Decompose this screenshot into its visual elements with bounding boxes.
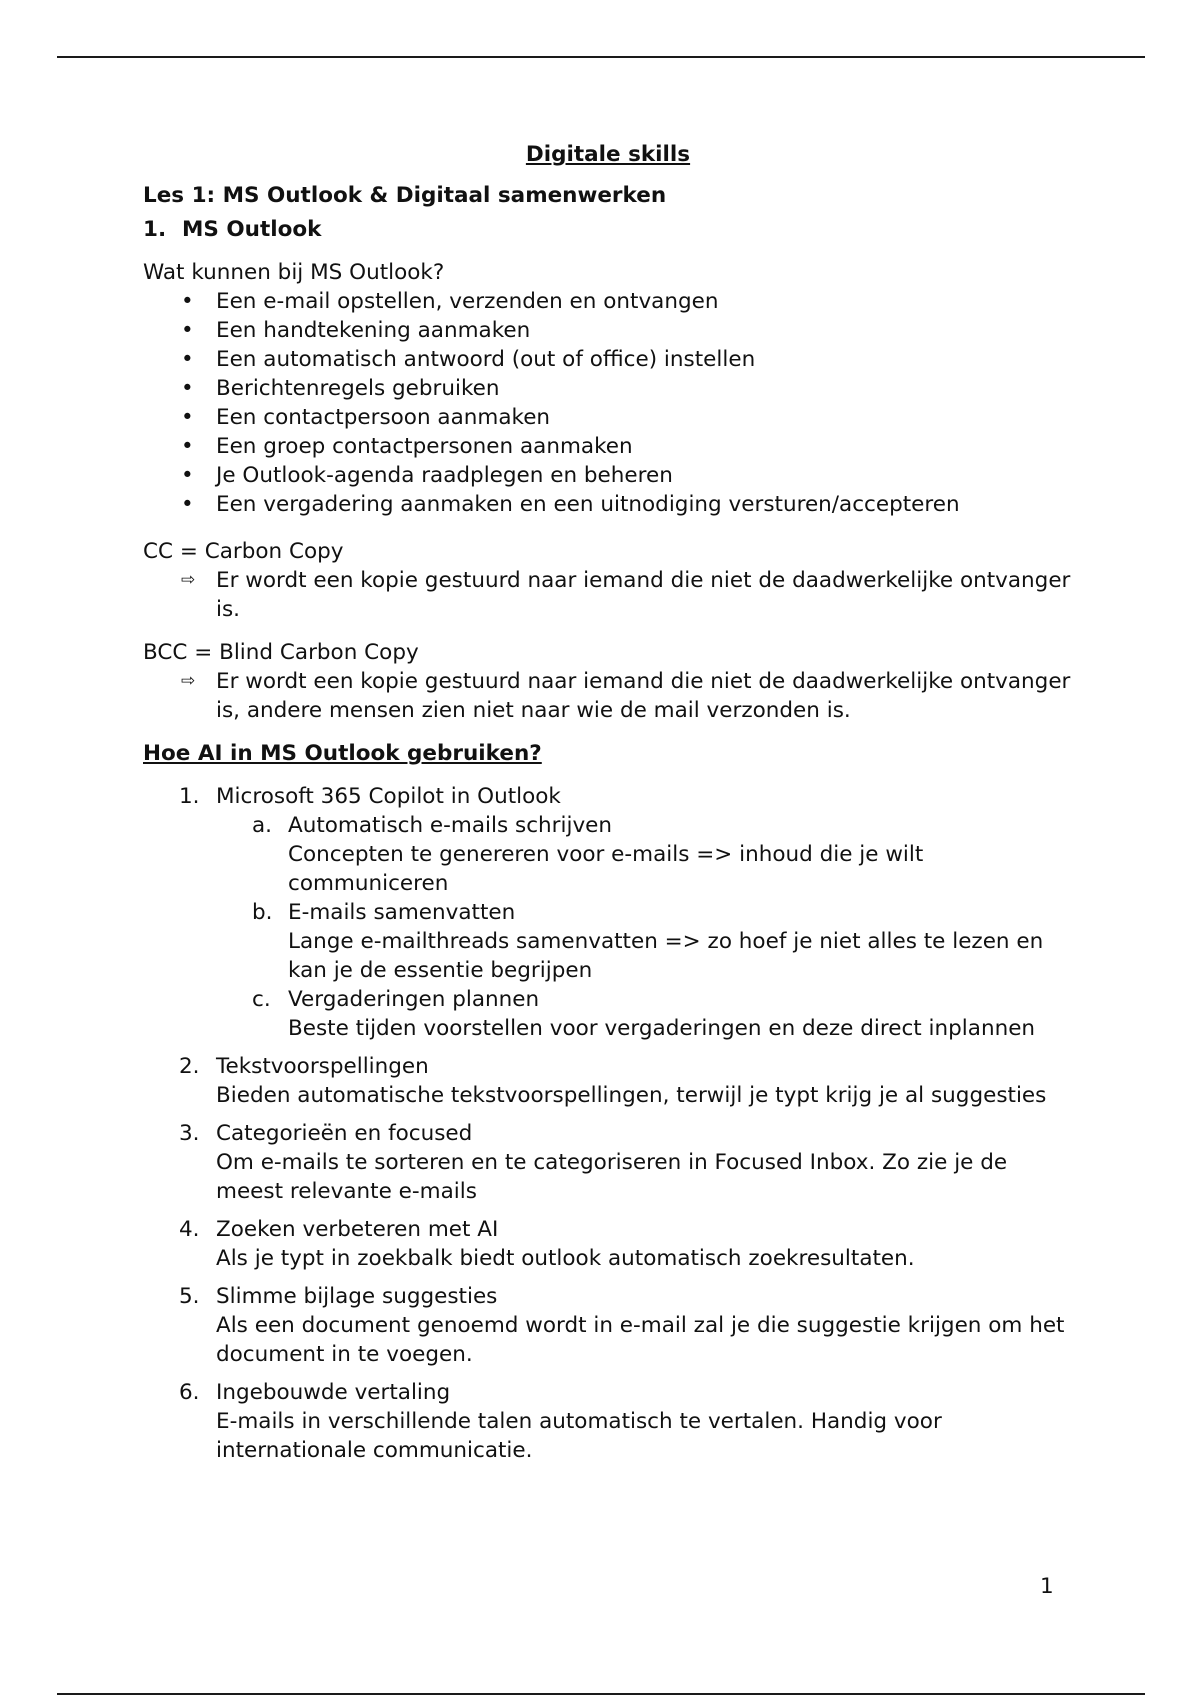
section-number: 1. [143,217,167,242]
item-title: Zoeken verbeteren met AI [216,1217,499,1242]
item-text: Als een document genoemd wordt in e-mail zal je die suggestie krijgen om het document in te voegen. [216,1313,1065,1367]
bullet-icon: • [181,347,194,372]
bullet-icon: • [181,492,194,517]
item-text: Bieden automatische tekstvoorspellingen, terwijl je typt krijg je al suggesties [216,1083,1047,1108]
section-heading [143,215,1073,244]
list-item [143,345,1073,374]
ai-heading: Hoe AI in MS Outlook gebruiken? [143,741,542,766]
item-title: Slimme bijlage suggesties [216,1284,498,1309]
item-text: Om e-mails te sorteren en te categoriseren in Focused Inbox. Zo zie je de meest relevante e-mails [216,1150,1008,1204]
list-item [143,403,1073,432]
section-title: MS Outlook [182,217,322,242]
list-item [143,287,1073,316]
sublist-item [216,811,1073,898]
bcc-term: BCC = Blind Carbon Copy [143,640,419,665]
bullet-icon: • [181,289,194,314]
bullet-icon: • [181,318,194,343]
list-item-text: Je Outlook-agenda raadplegen en beheren [216,463,673,488]
arrow-right-icon: ⇨ [181,671,196,691]
sub-title: E-mails samenvatten [288,900,516,925]
document-title: Digitale skills [525,142,691,167]
item-number: 2. [179,1054,200,1079]
item-text: E-mails in verschillende talen automatisch te vertalen. Handig voor internationale communicatie. [216,1409,942,1463]
outlook-features-list [143,287,1073,519]
list-item-text: Een handtekening aanmaken [216,318,531,343]
sub-title: Vergaderingen plannen [288,987,540,1012]
list-item [143,432,1073,461]
sub-text: Concepten te genereren voor e-mails => inhoud die je wilt communiceren [288,842,924,896]
sub-letter: b. [252,900,273,925]
item-number: 5. [179,1284,200,1309]
list-item [143,782,1073,1043]
sub-title: Automatisch e-mails schrijven [288,813,613,838]
list-item-text: Een contactpersoon aanmaken [216,405,551,430]
item-title: Tekstvoorspellingen [216,1054,429,1079]
bullet-icon: • [181,434,194,459]
list-item-text: Een e-mail opstellen, verzenden en ontvangen [216,289,719,314]
cc-term: CC = Carbon Copy [143,539,344,564]
list-item-text: Een groep contactpersonen aanmaken [216,434,633,459]
list-item [143,1052,1073,1110]
list-item [143,1119,1073,1206]
list-item [143,374,1073,403]
list-item [143,1282,1073,1369]
sublist-item [216,985,1073,1043]
list-item-text: Een vergadering aanmaken en een uitnodiging versturen/accepteren [216,492,960,517]
bullet-icon: • [181,405,194,430]
bcc-explanation-text: Er wordt een kopie gestuurd naar iemand die niet de daadwerkelijke ontvanger is, andere mensen zien niet naar wie de mail verzonden is. [216,669,1071,723]
item-number: 1. [179,784,200,809]
sub-text: Lange e-mailthreads samenvatten => zo hoef je niet alles te lezen en kan je de essentie begrijpen [288,929,1044,983]
arrow-right-icon: ⇨ [181,570,196,590]
list-item [143,1215,1073,1273]
list-item-text: Een automatisch antwoord (out of office) instellen [216,347,756,372]
list-item [143,490,1073,519]
footer-rule [57,1693,1145,1695]
page-number: 1 [1040,1574,1054,1599]
item-title: Ingebouwde vertaling [216,1380,451,1405]
item-number: 4. [179,1217,200,1242]
sub-letter: c. [252,987,271,1012]
list-item [143,461,1073,490]
bullet-icon: • [181,463,194,488]
bullet-icon: • [181,376,194,401]
header-rule [57,56,1145,58]
cc-explanation-text: Er wordt een kopie gestuurd naar iemand die niet de daadwerkelijke ontvanger is. [216,568,1071,622]
bcc-explanation [143,667,1073,725]
item-text: Als je typt in zoekbalk biedt outlook automatisch zoekresultaten. [216,1246,915,1271]
lesson-heading: Les 1: MS Outlook & Digitaal samenwerken [143,183,667,208]
item-title: Categorieën en focused [216,1121,473,1146]
list-item [143,1378,1073,1465]
document-body [143,140,1073,1474]
sub-letter: a. [252,813,273,838]
item-title: Microsoft 365 Copilot in Outlook [216,784,561,809]
cc-explanation [143,566,1073,624]
copilot-sublist [216,811,1073,1043]
item-number: 3. [179,1121,200,1146]
list-item-text: Berichtenregels gebruiken [216,376,500,401]
list-item [143,316,1073,345]
ai-features-list [143,782,1073,1465]
item-number: 6. [179,1380,200,1405]
sub-text: Beste tijden voorstellen voor vergaderingen en deze direct inplannen [288,1016,1036,1041]
sublist-item [216,898,1073,985]
intro-question: Wat kunnen bij MS Outlook? [143,260,445,285]
